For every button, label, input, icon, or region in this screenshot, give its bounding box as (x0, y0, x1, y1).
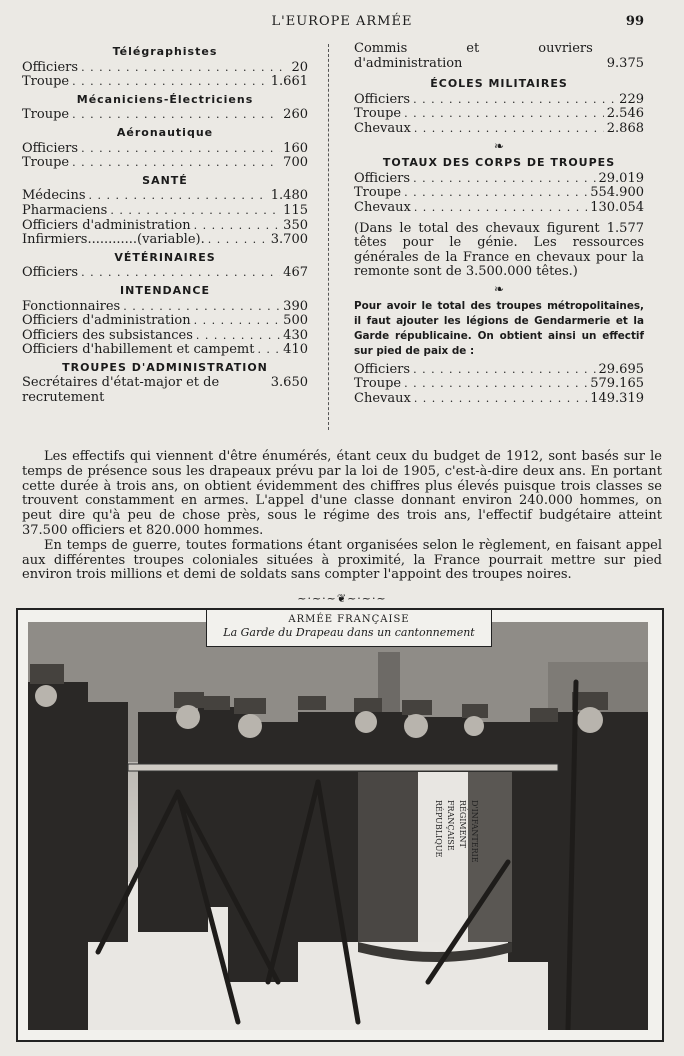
leader-dots (208, 233, 268, 248)
fleuron-ornament: ❧ (493, 281, 505, 296)
leader-dots (413, 93, 616, 108)
flag-inscription: FRANÇAISE (446, 800, 455, 851)
right-column (354, 42, 644, 406)
row-value: 149.319 (590, 390, 644, 406)
paragraph: En temps de guerre, toutes formations étant organisées selon le règlement, en faisant appel aux différentes troupes coloniales situées à proximité, la France pourrait mettre sur pied environ trois millions et demi de soldats sans compter l'appoint des troupes noires. (22, 537, 662, 583)
leader-dots (194, 314, 281, 329)
table-row (22, 233, 308, 248)
row-label: Officiers d'administration (22, 313, 191, 329)
table-row (354, 107, 644, 122)
photograph (28, 622, 648, 1030)
row-label: Troupe (354, 185, 402, 201)
section-heading: TROUPES D'ADMINISTRATION (62, 360, 268, 374)
caption-line-2: La Garde du Drapeau dans un cantonnement (223, 626, 475, 639)
row-value: 2.546 (606, 106, 644, 122)
row-label: Troupe (22, 155, 70, 171)
row-label: Officiers (22, 59, 79, 75)
row-value: 579.165 (590, 376, 644, 392)
row-label: Officiers d'habillement et campemt (22, 342, 255, 358)
table-row (22, 314, 308, 329)
leader-dots (414, 201, 587, 216)
row-label: Secrétaires d'état-major et de recrutement (22, 375, 220, 406)
figure-caption (206, 610, 492, 647)
section-heading: TOTAUX DES CORPS DE TROUPES (382, 156, 616, 170)
section-heading: SANTÉ (142, 173, 188, 187)
fleuron-ornament: ❧ (493, 138, 505, 153)
body-text (22, 450, 662, 583)
leader-dots (414, 392, 587, 407)
table-row (354, 172, 644, 187)
leader-dots (413, 172, 595, 187)
leader-dots (404, 377, 587, 392)
column-divider (328, 44, 329, 430)
section-heading: ÉCOLES MILITAIRES (430, 77, 568, 91)
row-value: 260 (283, 107, 308, 123)
row-label: Chevaux (354, 199, 411, 215)
row-label: Troupe (354, 106, 402, 122)
row-value: 1.661 (270, 74, 308, 90)
section-heading: Mécaniciens-Électriciens (76, 92, 254, 106)
leader-dots (81, 266, 280, 281)
row-label: Pharmaciens (22, 202, 108, 218)
table-row (354, 377, 644, 392)
row-label: Officiers d'administration (22, 217, 191, 233)
table-row (354, 122, 644, 137)
section-heading: Télégraphistes (112, 45, 218, 58)
row-value: 20 (291, 59, 308, 75)
table-row (22, 75, 308, 90)
running-title: L'EUROPE ARMÉE (271, 14, 413, 29)
leader-dots (413, 363, 595, 378)
row-label: Officiers (354, 170, 411, 186)
table-row (22, 343, 308, 358)
table-row (22, 108, 308, 123)
row-value: 9.375 (606, 55, 644, 71)
row-value: 390 (283, 298, 308, 314)
leader-dots (257, 343, 280, 358)
row-value: 115 (283, 202, 308, 218)
row-value: 500 (283, 313, 308, 329)
note-gendarmerie: Pour avoir le total des troupes métropolitaines, il faut ajouter les légions de Gendarmerie et la Garde républicaine. On obtient ainsi un effectif sur pied de paix de : (354, 299, 644, 357)
row-label: Troupe (22, 107, 70, 123)
leader-dots (81, 142, 280, 157)
table-row (354, 363, 644, 378)
row-value: 29.019 (598, 170, 644, 186)
paragraph: Les effectifs qui viennent d'être énumérés, étant ceux du budget de 1912, sont basés sur le temps de présence sous les drapeaux prévu par la loi de 1905, c'est-à-dire deux ans. En portant cette durée à trois ans, on obtient évidemment des chiffres plus élevés puisque trois classes se trouvent constamment en armes. L'appel d'une classe donnant environ 240.000 hommes, on peut dire qu'à peu de chose près, sous le régime des trois ans, l'effectif budgétaire atteint 37.500 officiers et 820.000 hommes. (22, 449, 662, 538)
table-row (22, 61, 308, 76)
leader-dots (81, 61, 288, 76)
row-label: Chevaux (354, 120, 411, 136)
row-label: Troupe (22, 74, 70, 90)
leader-dots (404, 107, 604, 122)
row-label: Médecins (22, 188, 86, 204)
row-value: 350 (283, 217, 308, 233)
leader-dots (110, 204, 280, 219)
note-chevaux: (Dans le total des chevaux figurent 1.577 têtes pour le génie. Les ressources générales de la France en chevaux pour la remonte sont de 3.500.000 têtes.) (354, 220, 644, 280)
leader-dots (194, 219, 281, 234)
row-commis (354, 42, 644, 71)
page-number: 99 (625, 14, 644, 29)
flag-inscription: RÉGIMENT (458, 800, 467, 848)
leader-dots (72, 108, 280, 123)
row-label: Officiers (22, 265, 79, 281)
left-column (22, 42, 308, 406)
table-row (354, 392, 644, 407)
leader-dots (72, 75, 268, 90)
table-row (22, 156, 308, 171)
row-label: Commis et ouvriers d'administration (354, 41, 593, 71)
photo-figure (16, 608, 664, 1042)
leader-dots (89, 189, 268, 204)
row-value: 467 (283, 265, 308, 281)
section-heading: Aéronautique (116, 125, 214, 139)
table-row (22, 300, 308, 315)
row-value: 130.054 (590, 199, 644, 215)
table-row (354, 201, 644, 216)
table-row (22, 266, 308, 281)
table-row (22, 189, 308, 204)
soldiers-illustration (28, 622, 648, 1030)
row-label: Officiers des subsistances (22, 327, 193, 343)
row-label: Troupe (354, 376, 402, 392)
leader-dots (196, 329, 280, 344)
table-row (22, 204, 308, 219)
row-label: Chevaux (354, 390, 411, 406)
section-heading: VÉTÉRINAIRES (114, 250, 216, 264)
separator-ornament: ~·~·~❦~·~·~ (297, 592, 387, 605)
row-value: 3.650 (270, 375, 308, 391)
row-value: 3.700 (270, 232, 308, 248)
table-row (22, 142, 308, 157)
leader-dots (414, 122, 604, 137)
leader-dots (72, 156, 280, 171)
section-heading: INTENDANCE (120, 283, 210, 297)
row-value: 410 (283, 342, 308, 358)
table-row (354, 186, 644, 201)
running-head (0, 14, 684, 34)
flag-inscription: RÉPUBLIQUE (434, 800, 443, 858)
row-value: 229 (619, 91, 644, 107)
row-value: 1.480 (270, 188, 308, 204)
row-label: Fonctionnaires (22, 298, 121, 314)
row-value: 700 (283, 155, 308, 171)
row-label: Officiers (354, 361, 411, 377)
caption-line-1: ARMÉE FRANÇAISE (288, 614, 410, 625)
leader-dots (123, 300, 280, 315)
leader-dots (404, 186, 587, 201)
table-row (22, 219, 308, 234)
flag (358, 772, 512, 962)
row-value: 430 (283, 327, 308, 343)
table-row (22, 329, 308, 344)
row-value: 29.695 (598, 361, 644, 377)
flag-inscription: D'INFANTERIE (470, 800, 479, 863)
row-label: Officiers (354, 91, 411, 107)
row-label: Officiers (22, 140, 79, 156)
table-row (354, 93, 644, 108)
row-value: 2.868 (606, 120, 644, 136)
table-row (22, 376, 308, 405)
row-label: Infirmiers............(variable). (22, 232, 205, 248)
row-value: 160 (283, 140, 308, 156)
row-value: 554.900 (590, 185, 644, 201)
